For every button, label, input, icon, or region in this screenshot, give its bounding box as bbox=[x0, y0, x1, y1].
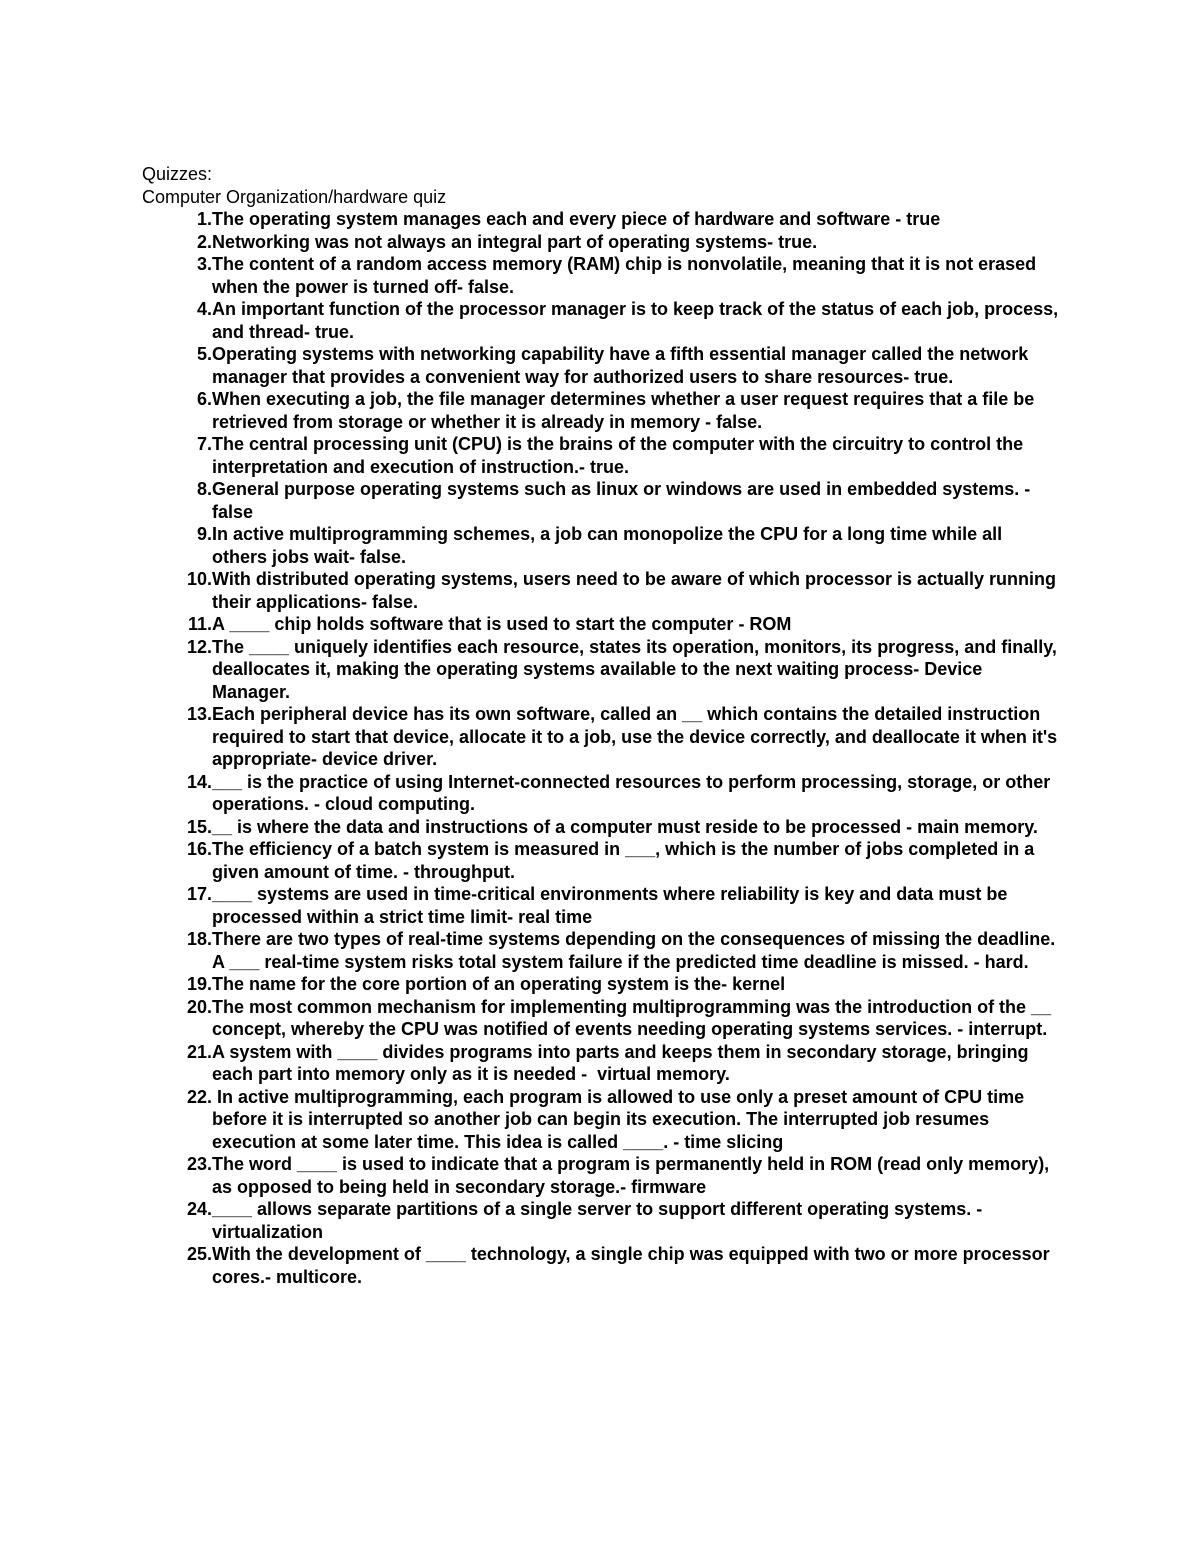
question-number: 9. bbox=[196, 524, 212, 544]
quiz-question-list bbox=[142, 208, 1062, 1288]
question-text: In active multiprogramming, each program is allowed to use only a preset amount of CPU time before it is interrupted so another job can begin its execution. The interrupted job resumes execution at some later time. This idea is called ____. - time slicing bbox=[212, 1086, 1030, 1152]
question-text: __ is where the data and instructions of a computer must reside to be processed - main memory. bbox=[212, 816, 1038, 837]
document-page bbox=[142, 163, 1062, 1288]
question-number-cell bbox=[142, 973, 212, 996]
question-number-cell bbox=[142, 1153, 212, 1176]
question-text: The central processing unit (CPU) is the brains of the computer with the circuitry to control the interpretation and execution of instruction.- true. bbox=[212, 434, 1029, 477]
question-number-cell bbox=[142, 231, 212, 254]
question-number-cell bbox=[142, 208, 212, 231]
question-number-cell bbox=[142, 838, 212, 861]
question-text: A system with ____ divides programs into parts and keeps them in secondary storage, bringing each part into memory only as it is needed - virtual memory. bbox=[212, 1041, 1034, 1084]
quiz-question-item bbox=[142, 231, 1062, 254]
question-text: ___ is the practice of using Internet-connected resources to perform processing, storage, or other operations. - cloud computing. bbox=[212, 771, 1056, 814]
quiz-question-item bbox=[142, 883, 1062, 928]
quiz-question-item bbox=[142, 636, 1062, 704]
document-title: Quizzes: bbox=[142, 164, 213, 184]
question-number-cell bbox=[142, 1086, 212, 1109]
question-number-cell bbox=[142, 636, 212, 659]
question-number: 21. bbox=[186, 1041, 212, 1062]
question-text: ____ systems are used in time-critical environments where reliability is key and data must be processed within a strict time limit- real time bbox=[212, 884, 1013, 927]
quiz-title: Computer Organization/hardware quiz bbox=[142, 186, 447, 207]
quiz-question-item bbox=[142, 478, 1062, 523]
question-number-cell bbox=[142, 883, 212, 906]
question-text: General purpose operating systems such as linux or windows are used in embedded systems. - false bbox=[212, 479, 1036, 522]
question-text: The operating system manages each and every piece of hardware and software - true bbox=[212, 209, 941, 229]
quiz-question-item bbox=[142, 816, 1062, 839]
quiz-question-item bbox=[142, 343, 1062, 388]
question-number: 8. bbox=[196, 479, 212, 499]
question-number-cell bbox=[142, 253, 212, 276]
question-text: ____ allows separate partitions of a single server to support different operating systems. - virtualization bbox=[212, 1199, 988, 1242]
question-number: 24. bbox=[186, 1199, 212, 1219]
quiz-question-item bbox=[142, 1041, 1062, 1086]
question-number: 12. bbox=[186, 636, 212, 657]
question-number-cell bbox=[142, 1041, 212, 1064]
question-number: 18. bbox=[186, 929, 212, 949]
question-number-cell bbox=[142, 523, 212, 546]
quiz-question-item bbox=[142, 523, 1062, 568]
question-number-cell bbox=[142, 703, 212, 726]
quiz-question-item bbox=[142, 253, 1062, 298]
question-number: 16. bbox=[186, 839, 212, 859]
question-number: 17. bbox=[186, 884, 212, 904]
question-text: An important function of the processor manager is to keep track of the status of each job, process, and thread- true. bbox=[212, 299, 1064, 342]
question-number-cell bbox=[142, 298, 212, 321]
question-number: 11. bbox=[187, 614, 212, 634]
quiz-question-item bbox=[142, 838, 1062, 883]
question-text: The name for the core portion of an operating system is the- kernel bbox=[212, 974, 786, 994]
question-number: 1. bbox=[196, 209, 212, 229]
question-text: The word ____ is used to indicate that a program is permanently held in ROM (read only memory), as opposed to being held in secondary storage.- firmware bbox=[212, 1154, 1055, 1197]
question-text: The efficiency of a batch system is measured in ___, which is the number of jobs completed in a given amount of time. - throughput. bbox=[212, 839, 1040, 882]
question-number-cell bbox=[142, 816, 212, 839]
question-text: The content of a random access memory (RAM) chip is nonvolatile, meaning that it is not erased when the power is turned off- false. bbox=[212, 254, 1042, 297]
question-text: Each peripheral device has its own software, called an __ which contains the detailed instruction required to start that device, allocate it to a job, use the device correctly, and deallocate it when it's appropriate- device driver. bbox=[212, 704, 1063, 769]
question-number: 10. bbox=[186, 569, 212, 589]
quiz-question-item bbox=[142, 996, 1062, 1041]
question-number: 4. bbox=[196, 299, 212, 319]
question-number-cell bbox=[142, 928, 212, 951]
question-number: 14. bbox=[186, 771, 212, 792]
quiz-question-item bbox=[142, 1243, 1062, 1288]
question-text: There are two types of real-time systems depending on the consequences of missing the deadline. A ___ real-time system risks total system failure if the predicted time deadline is missed. - hard. bbox=[212, 929, 1060, 972]
quiz-question-item bbox=[142, 298, 1062, 343]
question-number: 25. bbox=[186, 1244, 212, 1264]
question-text: The most common mechanism for implementing multiprogramming was the introduction of the __ concept, whereby the CPU was notified of events needing operating systems services. - interrupt. bbox=[212, 996, 1057, 1039]
question-text: With distributed operating systems, users need to be aware of which processor is actually running their applications- false. bbox=[212, 569, 1062, 612]
question-number: 20. bbox=[186, 996, 212, 1017]
question-text: When executing a job, the file manager determines whether a user request requires that a file be retrieved from storage or whether it is already in memory - false. bbox=[212, 389, 1040, 432]
question-number: 2. bbox=[196, 231, 212, 252]
question-number-cell bbox=[142, 613, 212, 636]
quiz-question-item bbox=[142, 1086, 1062, 1154]
question-number: 6. bbox=[196, 389, 212, 409]
quiz-question-item bbox=[142, 568, 1062, 613]
question-number-cell bbox=[142, 478, 212, 501]
quiz-question-item bbox=[142, 388, 1062, 433]
question-number: 5. bbox=[196, 344, 212, 364]
quiz-question-item bbox=[142, 703, 1062, 771]
question-text: A ____ chip holds software that is used to start the computer - ROM bbox=[212, 614, 792, 634]
question-number: 13. bbox=[186, 704, 212, 724]
question-number-cell bbox=[142, 1243, 212, 1266]
quiz-question-item bbox=[142, 208, 1062, 231]
question-number-cell bbox=[142, 433, 212, 456]
question-number: 23. bbox=[186, 1154, 212, 1174]
question-number: 3. bbox=[196, 254, 212, 274]
question-number: 19. bbox=[186, 974, 212, 994]
question-text: Operating systems with networking capability have a fifth essential manager called the network manager that provides a convenient way for authorized users to share resources- true. bbox=[212, 344, 1034, 387]
question-text: Networking was not always an integral part of operating systems- true. bbox=[212, 231, 818, 252]
quiz-question-item bbox=[142, 973, 1062, 996]
question-number-cell bbox=[142, 996, 212, 1019]
question-number-cell bbox=[142, 1198, 212, 1221]
question-number: 15. bbox=[186, 816, 212, 837]
quiz-question-item bbox=[142, 1198, 1062, 1243]
question-number-cell bbox=[142, 568, 212, 591]
question-number: 7. bbox=[196, 434, 212, 454]
question-text: In active multiprogramming schemes, a job can monopolize the CPU for a long time while all others jobs wait- false. bbox=[212, 524, 1008, 567]
question-text: With the development of ____ technology, a single chip was equipped with two or more processor cores.- multicore. bbox=[212, 1244, 1055, 1287]
question-number-cell bbox=[142, 771, 212, 794]
quiz-question-item bbox=[142, 613, 1062, 636]
question-number-cell bbox=[142, 388, 212, 411]
quiz-question-item bbox=[142, 1153, 1062, 1198]
quiz-question-item bbox=[142, 433, 1062, 478]
question-number: 22. bbox=[186, 1086, 212, 1107]
quiz-question-item bbox=[142, 928, 1062, 973]
question-text: The ____ uniquely identifies each resource, states its operation, monitors, its progress, and finally, deallocates it, making the operating systems available to the next waiting process- Device Manager. bbox=[212, 636, 1062, 702]
question-number-cell bbox=[142, 343, 212, 366]
quiz-question-item bbox=[142, 771, 1062, 816]
